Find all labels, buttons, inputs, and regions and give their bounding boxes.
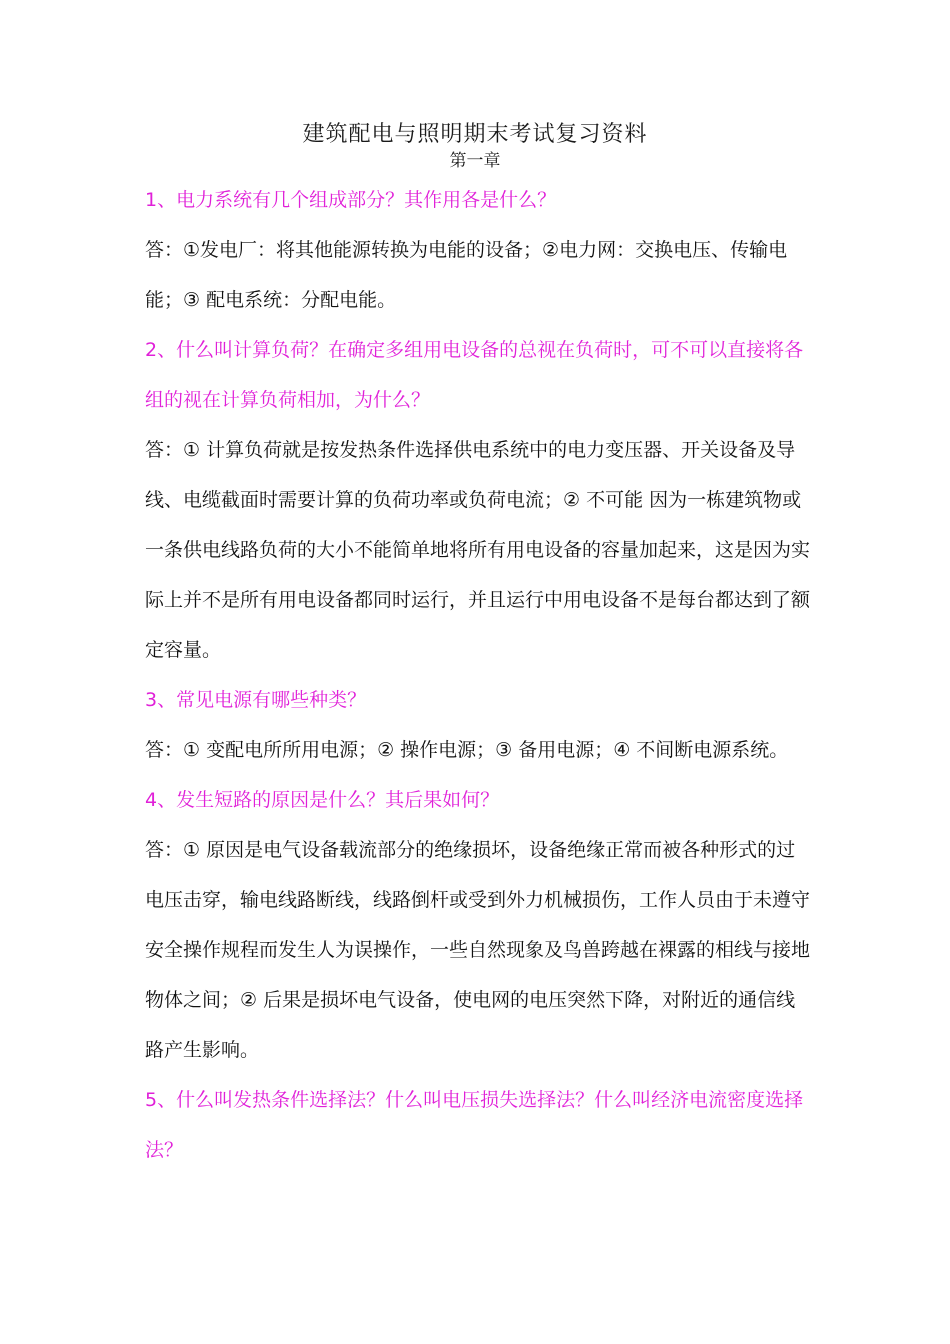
question-1: 1、电力系统有几个组成部分？其作用各是什么？ — [145, 189, 557, 211]
document-title: 建筑配电与照明期末考试复习资料 — [302, 122, 648, 147]
question-3: 3、常见电源有哪些种类？ — [145, 689, 367, 711]
question-2: 2、什么叫计算负荷？在确定多组用电设备的总视在负荷时，可不可以直接将各组的视在计算负荷相加，为什么？ — [145, 339, 804, 411]
answer-1: 答：①发电厂：将其他能源转换为电能的设备；②电力网：交换电压、传输电能；③ 配电系统：分配电能。 — [145, 239, 788, 311]
answer-2: 答：① 计算负荷就是按发热条件选择供电系统中的电力变压器、开关设备及导线、电缆截面时需要计算的负荷功率或负荷电流；② 不可能 因为一栋建筑物或一条供电线路负荷的大小不能简单地将所有用电设备的容量加起来，这是因为实际上并不是所有用电设备都同时运行，并且运行中用电设备不是每台都达到了额定容量。 — [145, 439, 811, 661]
chapter-heading: 第一章 — [449, 151, 501, 171]
answer-4: 答：① 原因是电气设备载流部分的绝缘损坏，设备绝缘正常而被各种形式的过电压击穿，输电线路断线，线路倒杆或受到外力机械损伤，工作人员由于未遵守安全操作规程而发生人为误操作，一些自然现象及鸟兽跨越在裸露的相线与接地物体之间；② 后果是损坏电气设备，使电网的电压突然下降，对附近的通信线路产生影响。 — [145, 839, 811, 1061]
qa-content — [145, 175, 810, 1175]
question-4: 4、发生短路的原因是什么？其后果如何？ — [145, 789, 500, 811]
question-5: 5、什么叫发热条件选择法？什么叫电压损失选择法？什么叫经济电流密度选择法？ — [145, 1089, 804, 1161]
answer-3: 答：① 变配电所所用电源；② 操作电源；③ 备用电源；④ 不间断电源系统。 — [145, 739, 789, 761]
